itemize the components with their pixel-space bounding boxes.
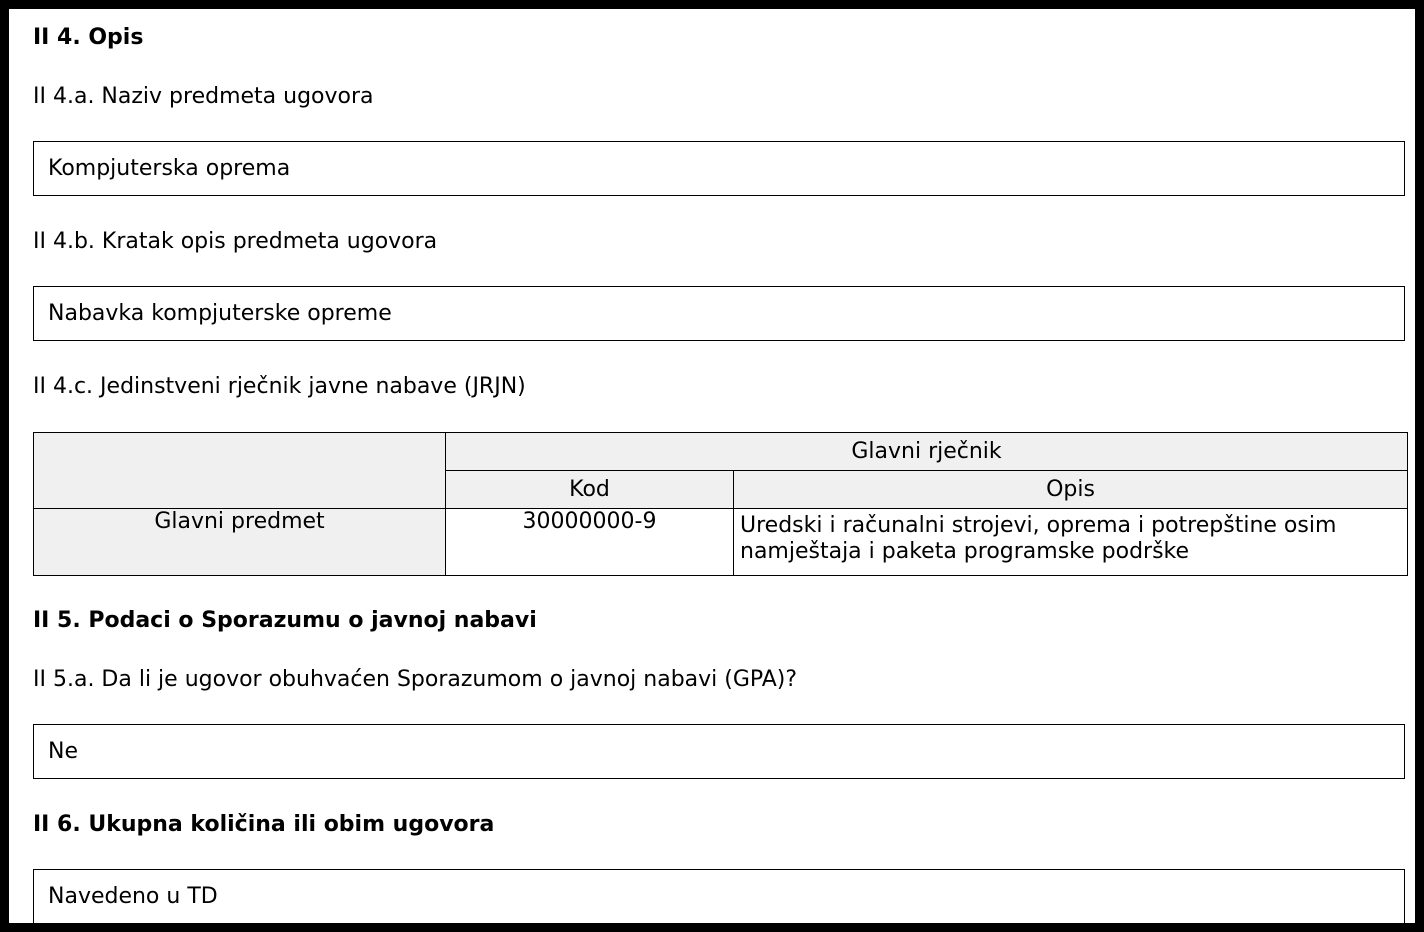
opis-header-cell: Opis	[734, 471, 1408, 509]
II4a-value-box	[33, 141, 1405, 196]
II5a-value: Ne	[48, 739, 78, 764]
table-row	[34, 433, 1408, 471]
II4b-value: Nabavka kompjuterske opreme	[48, 301, 392, 326]
table-row	[34, 509, 1408, 576]
opis-cell: Uredski i računalni strojevi, oprema i potrepštine osim namještaja i paketa programske podrške	[734, 509, 1408, 576]
II5a-value-box	[33, 724, 1405, 779]
II6-value-box	[33, 869, 1405, 923]
document-page	[9, 9, 1415, 923]
row-label-cell: Glavni predmet	[34, 509, 446, 576]
II6-value: Navedeno u TD	[48, 884, 218, 909]
jrjn-table	[33, 432, 1408, 576]
group-header-cell: Glavni rječnik	[446, 433, 1408, 471]
section-II6-heading: II 6. Ukupna količina ili obim ugovora	[33, 812, 495, 837]
II5a-label: II 5.a. Da li je ugovor obuhvaćen Sporazumom o javnoj nabavi (GPA)?	[33, 667, 798, 692]
kod-cell: 30000000-9	[446, 509, 734, 576]
II4b-value-box	[33, 286, 1405, 341]
section-II4-heading: II 4. Opis	[33, 25, 144, 50]
II4a-value: Kompjuterska oprema	[48, 156, 291, 181]
II4c-label: II 4.c. Jedinstveni rječnik javne nabave (JRJN)	[33, 374, 526, 399]
kod-header-cell: Kod	[446, 471, 734, 509]
II4b-label: II 4.b. Kratak opis predmeta ugovora	[33, 229, 438, 254]
section-II5-heading: II 5. Podaci o Sporazumu o javnoj nabavi	[33, 608, 537, 633]
II4a-label: II 4.a. Naziv predmeta ugovora	[33, 84, 374, 109]
empty-header-cell	[34, 433, 446, 509]
